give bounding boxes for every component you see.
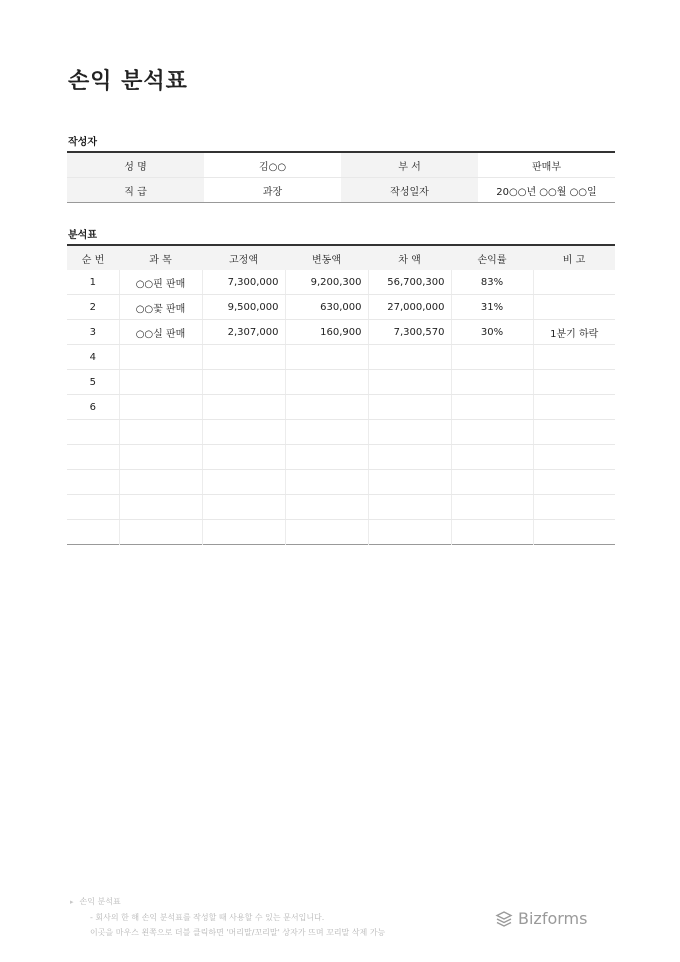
table-cell [119, 445, 202, 470]
table-cell: ○○꽃 판매 [119, 295, 202, 320]
table-cell [368, 420, 451, 445]
table-cell [533, 270, 615, 295]
table-cell [285, 470, 368, 495]
table-cell [533, 345, 615, 370]
table-cell: ○○실 판매 [119, 320, 202, 345]
table-cell: 1 [67, 270, 119, 295]
table-cell [533, 395, 615, 420]
footer-note[interactable] [70, 894, 385, 940]
author-field-value: 과장 [262, 186, 283, 198]
author-field-label: 직 급 [67, 178, 204, 203]
table-row [67, 270, 615, 295]
table-cell: 1분기 하락 [533, 320, 615, 345]
table-cell [119, 420, 202, 445]
table-cell [368, 445, 451, 470]
table-cell [533, 370, 615, 395]
table-cell: 9,500,000 [202, 295, 285, 320]
table-cell [451, 370, 533, 395]
table-cell: 3 [67, 320, 119, 345]
table-header-row [67, 245, 615, 270]
author-field-label: 성 명 [67, 152, 204, 178]
analysis-table [67, 244, 615, 545]
table-row [67, 470, 615, 495]
author-field-label: 작성일자 [341, 178, 478, 203]
author-row [67, 178, 615, 203]
table-cell: 630,000 [285, 295, 368, 320]
table-cell [451, 520, 533, 545]
author-section-label: 작성자 [68, 137, 97, 148]
table-cell [451, 395, 533, 420]
table-row [67, 495, 615, 520]
table-cell [533, 520, 615, 545]
table-row [67, 370, 615, 395]
table-cell [285, 495, 368, 520]
author-table [67, 151, 615, 203]
table-row [67, 295, 615, 320]
analysis-section-label: 분석표 [68, 230, 97, 241]
table-row [67, 345, 615, 370]
brand-name: Bizforms [518, 909, 588, 928]
column-header: 순 번 [67, 245, 119, 270]
column-header: 차 액 [368, 245, 451, 270]
table-cell [202, 420, 285, 445]
table-cell [451, 495, 533, 520]
table-cell [285, 520, 368, 545]
table-cell [451, 420, 533, 445]
table-cell [202, 370, 285, 395]
table-cell [533, 445, 615, 470]
table-cell: 2,307,000 [202, 320, 285, 345]
footer-line-1: - 회사의 한 해 손익 분석표를 작성할 때 사용할 수 있는 문서입니다. [90, 913, 325, 922]
author-field-value: 김○○ [204, 152, 341, 178]
table-cell [451, 445, 533, 470]
author-field-label: 부 서 [341, 152, 478, 178]
table-cell: 7,300,000 [202, 270, 285, 295]
column-header: 고정액 [202, 245, 285, 270]
table-cell [533, 470, 615, 495]
table-cell: 5 [67, 370, 119, 395]
author-field-value: 판매부 [478, 152, 615, 178]
table-cell [451, 345, 533, 370]
table-row [67, 320, 615, 345]
table-cell [202, 445, 285, 470]
table-cell [368, 345, 451, 370]
table-cell [368, 495, 451, 520]
table-cell [119, 370, 202, 395]
table-cell [285, 420, 368, 445]
table-cell [119, 395, 202, 420]
table-cell [67, 520, 119, 545]
column-header: 변동액 [285, 245, 368, 270]
table-cell [119, 345, 202, 370]
table-row [67, 520, 615, 545]
table-cell [285, 370, 368, 395]
table-cell: 4 [67, 345, 119, 370]
table-cell [285, 445, 368, 470]
table-cell [368, 370, 451, 395]
column-header: 비 고 [533, 245, 615, 270]
table-row [67, 420, 615, 445]
table-cell [368, 520, 451, 545]
author-row [67, 152, 615, 178]
table-cell [202, 470, 285, 495]
table-cell: 7,300,570 [368, 320, 451, 345]
table-cell: 31% [451, 295, 533, 320]
table-cell [119, 520, 202, 545]
table-cell [533, 295, 615, 320]
table-cell: 56,700,300 [368, 270, 451, 295]
table-cell: 160,900 [285, 320, 368, 345]
column-header: 손익률 [451, 245, 533, 270]
table-cell [67, 420, 119, 445]
table-cell: 30% [451, 320, 533, 345]
table-cell: 27,000,000 [368, 295, 451, 320]
table-cell [202, 520, 285, 545]
table-cell [285, 395, 368, 420]
table-cell [119, 495, 202, 520]
footer-heading: 손익 분석표 [79, 897, 121, 906]
table-cell [67, 470, 119, 495]
footer-line-2: 이곳을 마우스 왼쪽으로 더블 클릭하면 '머리말/꼬리말' 상자가 뜨며 꼬리말 삭제 가능 [90, 928, 386, 937]
table-cell [368, 395, 451, 420]
brand-logo [495, 909, 587, 928]
table-cell [451, 470, 533, 495]
table-cell [119, 470, 202, 495]
table-cell: 2 [67, 295, 119, 320]
table-cell: 83% [451, 270, 533, 295]
page-title: 손익 분석표 [68, 69, 188, 94]
table-cell [533, 420, 615, 445]
table-cell: 9,200,300 [285, 270, 368, 295]
table-cell [368, 470, 451, 495]
table-cell [67, 495, 119, 520]
layers-icon [495, 910, 513, 928]
bullet-icon: ▸ [70, 898, 74, 906]
table-row [67, 445, 615, 470]
table-cell: 6 [67, 395, 119, 420]
table-cell [285, 345, 368, 370]
column-header: 과 목 [119, 245, 202, 270]
table-cell [533, 495, 615, 520]
table-cell [202, 495, 285, 520]
author-field-value: 20○○년 ○○월 ○○일 [496, 186, 597, 198]
table-cell [67, 445, 119, 470]
table-cell [202, 345, 285, 370]
table-cell [202, 395, 285, 420]
table-cell: ○○핀 판매 [119, 270, 202, 295]
table-row [67, 395, 615, 420]
